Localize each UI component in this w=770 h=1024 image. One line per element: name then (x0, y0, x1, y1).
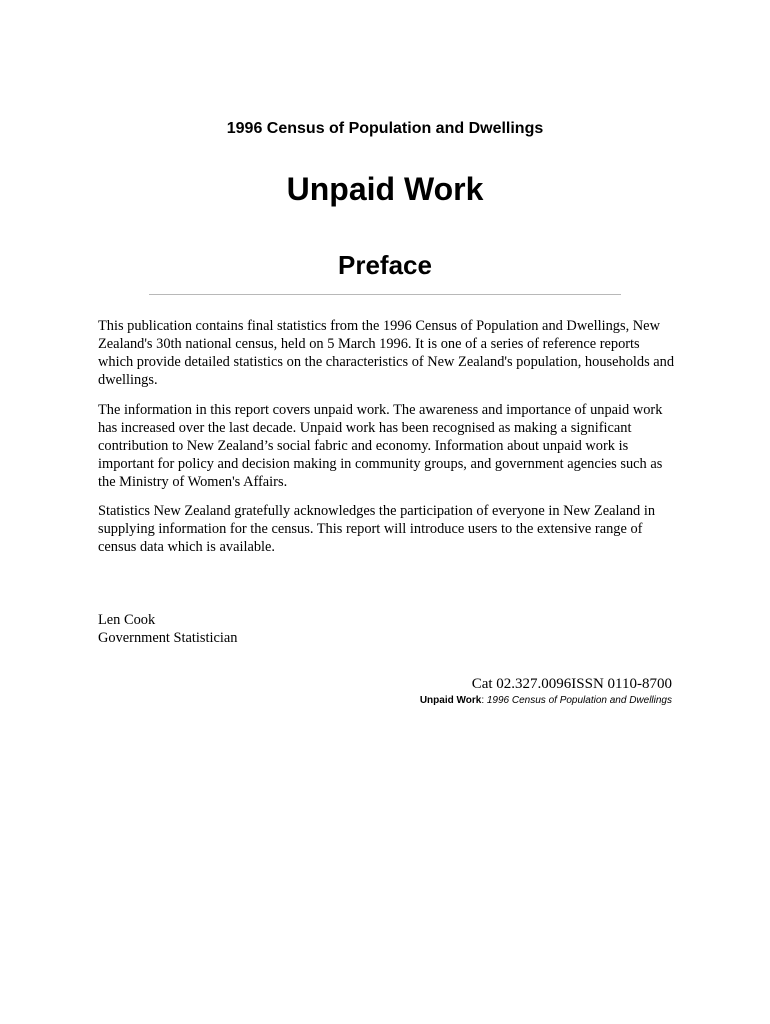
signatory-name: Len Cook (98, 612, 156, 628)
running-footer (420, 694, 672, 708)
footer-subtitle: 1996 Census of Population and Dwellings (486, 695, 672, 706)
section-title: Preface (338, 250, 432, 280)
signatory-role: Government Statistician (98, 630, 238, 646)
preface-paragraph-1: This publication contains final statistics from the 1996 Census of Population and Dwellings, New Zealand's 30th national census, held on 5 March 1996. It is one of a series of reference reports which provide detailed statistics on the characteristics of New Zealand's population, households and dwellings. (98, 318, 675, 388)
horizontal-divider (149, 294, 621, 295)
signature-block (98, 611, 237, 647)
preface-paragraph-3: Statistics New Zealand gratefully acknowledges the participation of everyone in New Zealand in supplying information for the census. This report will introduce users to the extensive range of census data which is available. (98, 503, 656, 555)
preface-paragraph-2: The information in this report covers unpaid work. The awareness and importance of unpaid work has increased over the last decade. Unpaid work has been recognised as making a significant contribution to New Zealand’s social fabric and economy. Information about unpaid work is important for policy and decision making in community groups, and government agencies such as the Ministry of Women's Affairs. (98, 402, 663, 490)
footer-title: Unpaid Work (419, 695, 482, 706)
census-heading: 1996 Census of Population and Dwellings (226, 120, 544, 137)
footer-separator: : (481, 695, 487, 706)
catalogue-number: Cat 02.327.0096ISSN 0110-8700 (471, 676, 672, 692)
report-title: Unpaid Work (286, 171, 484, 207)
